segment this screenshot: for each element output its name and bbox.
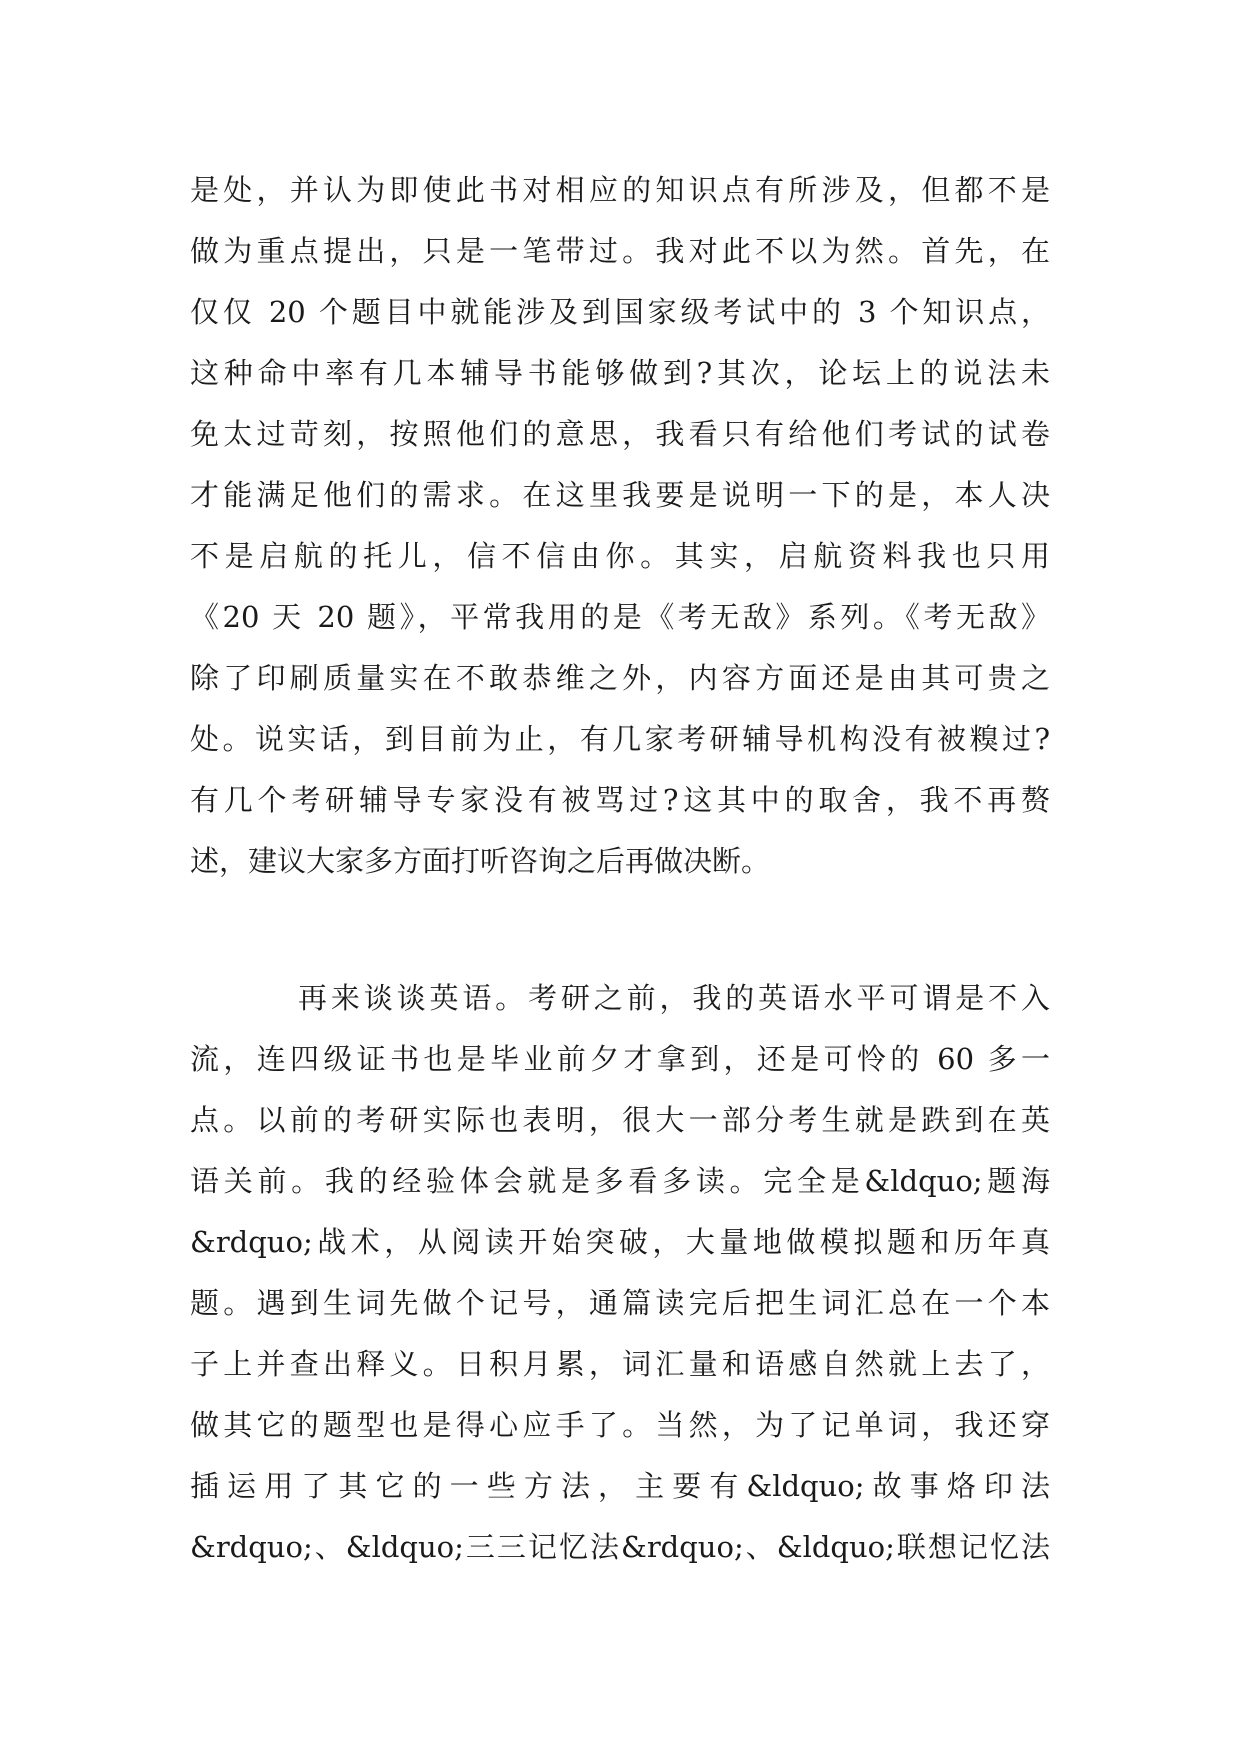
text-line: 再来谈谈英语。考研之前，我的英语水平可谓是不入 [298, 981, 1050, 1015]
text-line: 点。以前的考研实际也表明，很大一部分考生就是跌到在英 [190, 1103, 1050, 1137]
text-line: 才能满足他们的需求。在这里我要是说明一下的是，本人决 [190, 478, 1050, 512]
text-line: 做其它的题型也是得心应手了。当然，为了记单词，我还穿 [190, 1408, 1050, 1442]
paragraph-1 [190, 160, 1050, 892]
text-line: 题。遇到生词先做个记号，通篇读完后把生词汇总在一个本 [190, 1286, 1050, 1320]
text-line: 流，连四级证书也是毕业前夕才拿到，还是可怜的 60 多一 [190, 1042, 1050, 1076]
text-line: 有几个考研辅导专家没有被骂过?这其中的取舍，我不再赘 [190, 783, 1050, 817]
text-line: 子上并查出释义。日积月累，词汇量和语感自然就上去了， [190, 1347, 1050, 1381]
text-line: 述，建议大家多方面打听咨询之后再做决断。 [190, 844, 771, 878]
text-line: 是处，并认为即使此书对相应的知识点有所涉及，但都不是 [190, 173, 1050, 207]
text-line: 这种命中率有几本辅导书能够做到?其次，论坛上的说法未 [190, 356, 1050, 390]
text-line: 仅仅 20 个题目中就能涉及到国家级考试中的 3 个知识点， [190, 295, 1050, 329]
text-line: 除了印刷质量实在不敢恭维之外，内容方面还是由其可贵之 [190, 661, 1050, 695]
text-line: 插运用了其它的一些方法，主要有&ldquo;故事烙印法 [190, 1469, 1050, 1503]
paragraph-2 [190, 968, 1050, 1578]
text-line: 做为重点提出，只是一笔带过。我对此不以为然。首先，在 [190, 234, 1050, 268]
text-line: 语关前。我的经验体会就是多看多读。完全是&ldquo;题海 [190, 1164, 1050, 1198]
text-line: 《20 天 20 题》，平常我用的是《考无敌》系列。《考无敌》 [190, 600, 1050, 634]
text-line: 处。说实话，到目前为止，有几家考研辅导机构没有被糗过? [190, 722, 1050, 756]
text-line: &rdquo;战术，从阅读开始突破，大量地做模拟题和历年真 [190, 1225, 1050, 1259]
text-line: 不是启航的托儿，信不信由你。其实，启航资料我也只用 [190, 539, 1050, 573]
text-line: &rdquo;、&ldquo;三三记忆法&rdquo;、&ldquo;联想记忆法 [190, 1530, 1050, 1564]
text-line: 免太过苛刻，按照他们的意思，我看只有给他们考试的试卷 [190, 417, 1050, 451]
